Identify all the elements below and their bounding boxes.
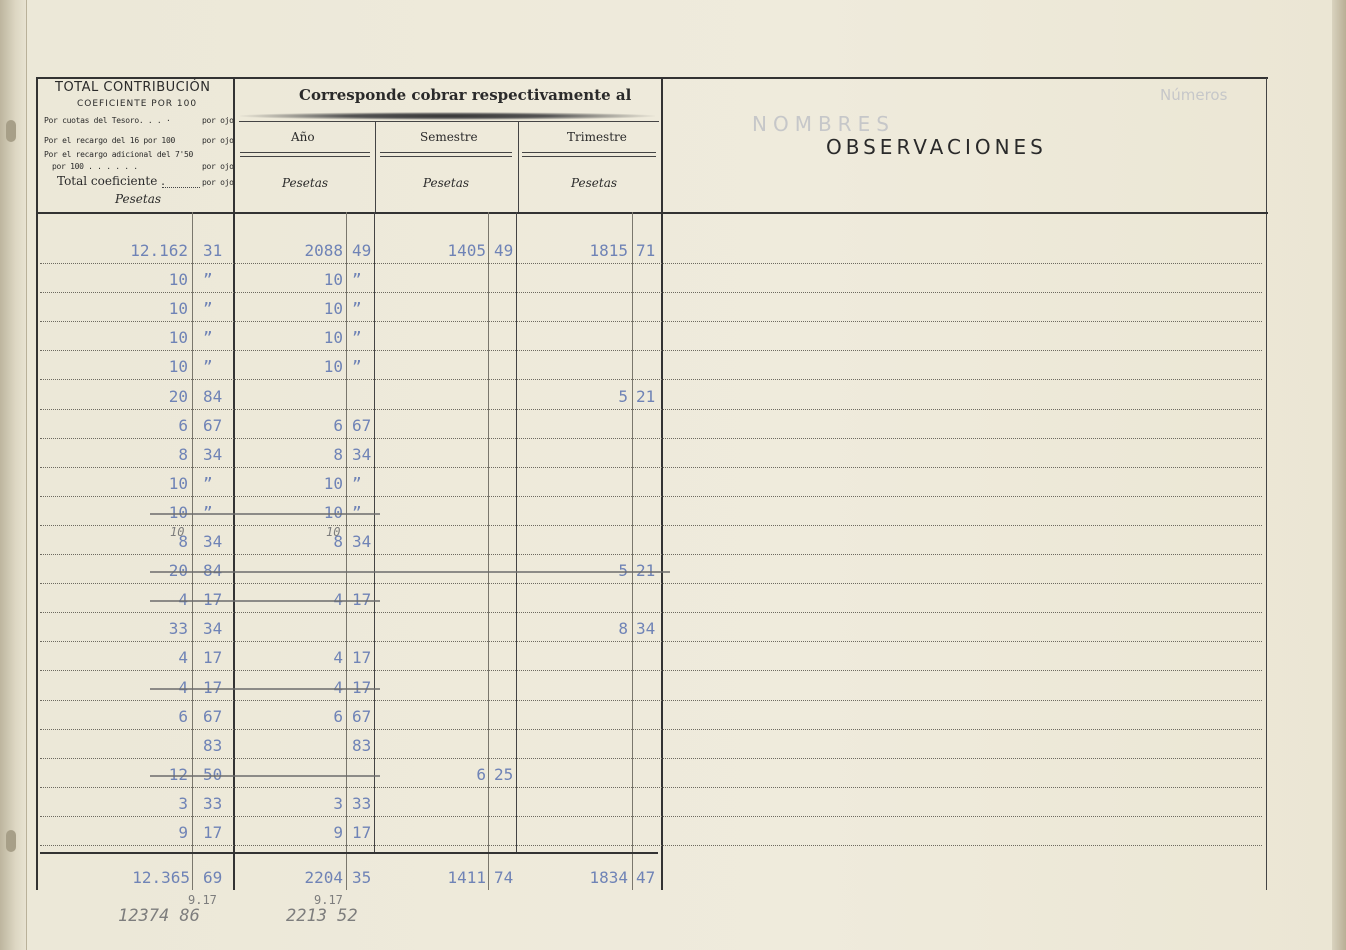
row-guide-line [40,379,1262,380]
rule [380,152,512,153]
total-cents: ” [203,357,213,376]
tri-pesetas: 8 [618,619,628,638]
binding-hole [6,830,16,852]
total-cents: ” [203,270,213,289]
grand-ano-pesetas: 2204 [304,868,343,887]
ano-cents: ” [352,357,362,376]
cents-sep [632,212,633,890]
grand-sem-pesetas: 1411 [447,868,486,887]
rule [522,156,656,157]
total-cents: 67 [203,416,223,435]
ano-cents: 67 [352,707,372,726]
total-cents: 31 [203,241,223,260]
grand-sem-cents: 74 [494,868,514,887]
show-through-nombres: NOMBRES [752,112,895,136]
row-guide-line [40,816,1262,817]
pesetas-label: Pesetas [571,176,618,190]
row-guide-line [40,845,1262,846]
cents-sep [192,212,193,890]
total-cents: 17 [203,823,223,842]
sem-cents: 49 [494,241,514,260]
total-pesetas: 9 [178,823,188,842]
header-flourish [240,112,655,120]
total-cents: 67 [203,707,223,726]
pencil-strikethrough [150,688,380,690]
row-guide-line [40,670,1262,671]
por-ojo-label: por ojo [202,162,234,171]
row-guide-line [40,292,1262,293]
ano-pesetas: 6 [333,416,343,435]
rule [522,152,656,153]
pesetas-label: Pesetas [115,192,162,206]
total-pesetas: 10 [168,299,188,318]
ano-pesetas: 9 [333,823,343,842]
total-cents: ” [203,299,213,318]
ano-heading: Año [291,130,315,144]
sem-pesetas: 6 [476,765,486,784]
total-pesetas: 10 [168,357,188,376]
total-cents: ” [203,474,213,493]
row-guide-line [40,729,1262,730]
por-ojo-label: por ojo [202,178,234,187]
ano-pesetas: 10 [323,270,343,289]
cents-sep [346,212,347,890]
ano-pesetas: 3 [333,794,343,813]
grand-total-cents: 69 [203,868,223,887]
ano-cents: ” [352,474,362,493]
sem-cents: 25 [494,765,514,784]
cents-sep [488,212,489,890]
tri-pesetas: 1815 [589,241,628,260]
recargo-adicional-label: Por el recargo adicional del 7'50 [44,150,194,159]
total-pesetas: 8 [178,445,188,464]
ano-pesetas: 10 [323,474,343,493]
header-separator [36,212,1268,214]
ano-cents: 33 [352,794,372,813]
row-guide-line [40,525,1262,526]
total-cents: 83 [203,736,223,755]
ano-cents: 34 [352,445,372,464]
row-guide-line [40,263,1262,264]
frame-top [36,77,1268,79]
pencil-note: 10 [326,525,341,539]
total-pesetas: 10 [168,270,188,289]
ano-cents: ” [352,328,362,347]
observaciones-heading: OBSERVACIONES [826,135,1047,159]
por-ojo-label: por ojo [202,136,234,145]
total-coeficiente-label: Total coeficiente . [57,174,165,188]
rule [240,156,370,157]
col-sep-observ [661,78,663,890]
grand-ano-cents: 35 [352,868,372,887]
pencil-strikethrough [150,571,670,573]
pencil-note: 12374 86 [118,906,200,926]
ano-cents: 34 [352,532,372,551]
ano-cents: 17 [352,648,372,667]
total-cents: 34 [203,619,223,638]
ano-cents: 17 [352,823,372,842]
total-pesetas: 4 [178,648,188,667]
tri-cents: 21 [636,387,656,406]
row-guide-line [40,787,1262,788]
col-sep-semestre [518,122,519,212]
total-pesetas: 10 [168,328,188,347]
col-sep-sem-body [516,212,517,852]
pencil-note: 9.17 [188,893,217,907]
ano-pesetas: 2088 [304,241,343,260]
total-cents: 84 [203,387,223,406]
row-guide-line [40,350,1262,351]
row-guide-line [40,612,1262,613]
row-guide-line [40,583,1262,584]
row-guide-line [40,438,1262,439]
pesetas-label: Pesetas [282,176,329,190]
ano-pesetas: 8 [333,532,343,551]
total-pesetas: 10 [168,474,188,493]
grand-total-pesetas: 12.365 [132,868,190,887]
por-ojo-label: por ojo [202,116,234,125]
total-cents: ” [203,328,213,347]
pencil-note: 9.17 [314,893,343,907]
total-pesetas: 12.162 [130,241,188,260]
row-guide-line [40,496,1262,497]
pencil-note: 10 [170,525,185,539]
col-sep-ano-body [374,212,375,852]
totals-separator [40,852,658,854]
ano-pesetas: 4 [333,648,343,667]
ano-cents: 49 [352,241,372,260]
recargo-16-label: Por el recargo del 16 por 100 [44,136,175,145]
ano-cents: 83 [352,736,372,755]
total-pesetas: 20 [168,387,188,406]
rule [240,152,370,153]
grand-tri-cents: 47 [636,868,656,887]
pencil-strikethrough [150,775,380,777]
ano-pesetas: 8 [333,445,343,464]
frame-left [36,78,38,890]
total-cents: 33 [203,794,223,813]
subheader-line [239,121,659,122]
coeficiente-label: COEFICIENTE POR 100 [77,99,198,109]
total-pesetas: 8 [178,532,188,551]
total-pesetas: 33 [168,619,188,638]
row-guide-line [40,467,1262,468]
row-guide-line [40,409,1262,410]
binding-hole [6,120,16,142]
por-100-label: por 100 . . . . . . [52,162,138,171]
total-pesetas: 6 [178,707,188,726]
row-guide-line [40,758,1262,759]
trimestre-heading: Trimestre [567,130,627,144]
grand-tri-pesetas: 1834 [589,868,628,887]
pencil-note: 2213 52 [286,906,358,926]
total-pesetas: 6 [178,416,188,435]
row-guide-line [40,700,1262,701]
pencil-strikethrough [150,600,380,602]
total-cents: 17 [203,648,223,667]
row-guide-line [40,321,1262,322]
show-through-numeros: Números [1160,86,1228,104]
row-guide-line [40,554,1262,555]
por-cuotas-label: Por cuotas del Tesoro. . . · [44,116,171,125]
total-pesetas: 3 [178,794,188,813]
ano-cents: ” [352,299,362,318]
col-sep-total [233,78,235,890]
col-sep-ano [375,122,376,212]
tri-cents: 71 [636,241,656,260]
ano-cents: ” [352,270,362,289]
blank-line [162,187,200,188]
total-contribucion-label: TOTAL CONTRIBUCIÓN [55,80,211,95]
page-edge [1332,0,1346,950]
tri-pesetas: 5 [618,387,628,406]
rule [380,156,512,157]
ano-cents: 67 [352,416,372,435]
ano-pesetas: 10 [323,299,343,318]
row-guide-line [40,641,1262,642]
semestre-heading: Semestre [420,130,478,144]
ano-pesetas: 6 [333,707,343,726]
frame-right [1266,78,1267,890]
page-binding [0,0,27,950]
ano-pesetas: 10 [323,328,343,347]
sem-pesetas: 1405 [447,241,486,260]
corresponde-heading: Corresponde cobrar respectivamente al [299,86,632,104]
total-cents: 34 [203,445,223,464]
pencil-strikethrough [150,513,380,515]
ano-pesetas: 10 [323,357,343,376]
tri-cents: 34 [636,619,656,638]
total-cents: 34 [203,532,223,551]
pesetas-label: Pesetas [423,176,470,190]
